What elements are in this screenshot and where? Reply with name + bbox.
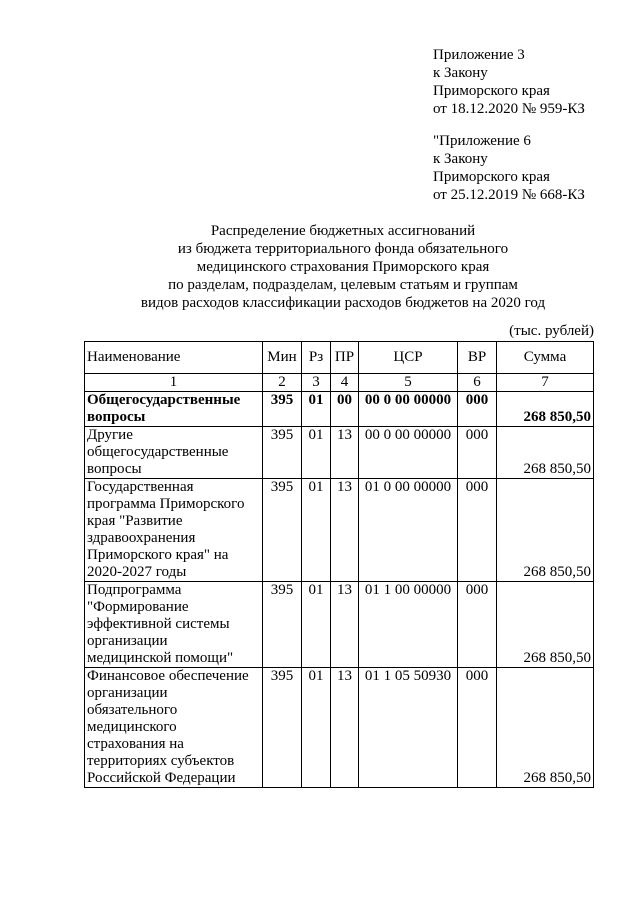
header-name: Наименование <box>85 342 263 374</box>
row-rz: 01 <box>302 392 331 427</box>
row-vr: 000 <box>458 668 497 788</box>
header-vr: ВР <box>458 342 497 374</box>
row-pr: 13 <box>331 582 359 668</box>
row-sum: 268 850,50 <box>497 427 594 479</box>
row-vr: 000 <box>458 427 497 479</box>
row-csr: 00 0 00 00000 <box>359 392 458 427</box>
row-name-line: вопросы <box>87 461 142 477</box>
row-sum: 268 850,50 <box>497 668 594 788</box>
column-number: 2 <box>263 374 302 392</box>
row-vr: 000 <box>458 582 497 668</box>
column-number: 4 <box>331 374 359 392</box>
row-sum: 268 850,50 <box>497 582 594 668</box>
annex-amended-line: от 25.12.2019 № 668-КЗ <box>433 187 585 203</box>
header-rz: Рз <box>302 342 331 374</box>
document-title <box>80 222 606 312</box>
row-name-line: Общегосударственные <box>87 392 241 408</box>
row-name-line: "Формирование <box>87 599 189 615</box>
row-rz: 01 <box>302 668 331 788</box>
column-number: 5 <box>359 374 458 392</box>
row-csr: 01 1 00 00000 <box>359 582 458 668</box>
row-name-line: 2020-2027 годы <box>87 564 187 580</box>
row-name-line: Подпрограмма <box>87 582 182 598</box>
annex-amended-line: к Закону <box>433 151 488 167</box>
table-row <box>85 392 594 427</box>
row-min: 395 <box>263 582 302 668</box>
annex-current-line: Приложение 3 <box>433 47 525 63</box>
header-sum: Сумма <box>497 342 594 374</box>
row-min: 395 <box>263 668 302 788</box>
column-number-row <box>85 374 594 392</box>
annex-amended-header <box>433 132 585 204</box>
header-min: Мин <box>263 342 302 374</box>
column-number: 7 <box>497 374 594 392</box>
row-name-line: Финансовое обеспечение <box>87 668 249 684</box>
table-row <box>85 582 594 668</box>
row-min: 395 <box>263 392 302 427</box>
row-name-line: вопросы <box>87 409 146 425</box>
row-name-line: эффективной системы <box>87 616 230 632</box>
row-csr: 01 1 05 50930 <box>359 668 458 788</box>
title-line: медицинского страхования Приморского края <box>196 259 490 275</box>
row-min: 395 <box>263 427 302 479</box>
row-name-line: территориях субъектов <box>87 753 235 769</box>
column-number: 6 <box>458 374 497 392</box>
title-line: видов расходов классификации расходов бюджетов на 2020 год <box>140 295 546 311</box>
column-number: 3 <box>302 374 331 392</box>
row-pr: 13 <box>331 427 359 479</box>
row-name-line: медицинского <box>87 719 177 735</box>
row-csr: 00 0 00 00000 <box>359 427 458 479</box>
row-name-line: организации <box>87 633 168 649</box>
row-rz: 01 <box>302 582 331 668</box>
title-line: Распределение бюджетных ассигнований <box>210 223 476 239</box>
annex-current-line: к Закону <box>433 65 488 81</box>
row-name <box>85 479 263 582</box>
row-sum: 268 850,50 <box>497 479 594 582</box>
row-pr: 00 <box>331 392 359 427</box>
table-row <box>85 427 594 479</box>
row-name <box>85 668 263 788</box>
row-name-line: организации <box>87 685 168 701</box>
annex-current-line: от 18.12.2020 № 959-КЗ <box>433 101 585 117</box>
title-line: по разделам, подразделам, целевым статьям и группам <box>168 277 518 293</box>
row-vr: 000 <box>458 479 497 582</box>
table-header-row <box>85 342 594 374</box>
title-line: из бюджета территориального фонда обязательного <box>177 241 509 257</box>
annex-amended-line: "Приложение 6 <box>433 133 531 149</box>
table-body <box>85 392 594 788</box>
table-row <box>85 668 594 788</box>
annex-amended-line: Приморского края <box>433 169 550 185</box>
row-csr: 01 0 00 00000 <box>359 479 458 582</box>
row-pr: 13 <box>331 479 359 582</box>
table-row <box>85 479 594 582</box>
row-sum: 268 850,50 <box>497 392 594 427</box>
header-csr: ЦСР <box>359 342 458 374</box>
row-rz: 01 <box>302 427 331 479</box>
row-name-line: Государственная <box>87 479 194 495</box>
column-number: 1 <box>85 374 263 392</box>
row-name-line: Другие <box>87 427 133 443</box>
row-min: 395 <box>263 479 302 582</box>
row-pr: 13 <box>331 668 359 788</box>
row-name-line: края "Развитие <box>87 513 183 529</box>
row-name-line: здравоохранения <box>87 530 196 546</box>
header-pr: ПР <box>331 342 359 374</box>
row-name-line: общегосударственные <box>87 444 229 460</box>
row-name-line: программа Приморского <box>87 496 245 512</box>
row-name-line: Приморского края" на <box>87 547 229 563</box>
row-name <box>85 392 263 427</box>
annex-current-line: Приморского края <box>433 83 550 99</box>
units-label: (тыс. рублей) <box>509 323 594 339</box>
row-name-line: медицинской помощи" <box>87 650 234 666</box>
row-vr: 000 <box>458 392 497 427</box>
row-rz: 01 <box>302 479 331 582</box>
row-name-line: обязательного <box>87 702 178 718</box>
budget-table <box>84 341 594 788</box>
row-name <box>85 427 263 479</box>
row-name-line: Российской Федерации <box>87 770 236 786</box>
annex-current-header <box>433 46 585 118</box>
row-name-line: страхования на <box>87 736 184 752</box>
row-name <box>85 582 263 668</box>
